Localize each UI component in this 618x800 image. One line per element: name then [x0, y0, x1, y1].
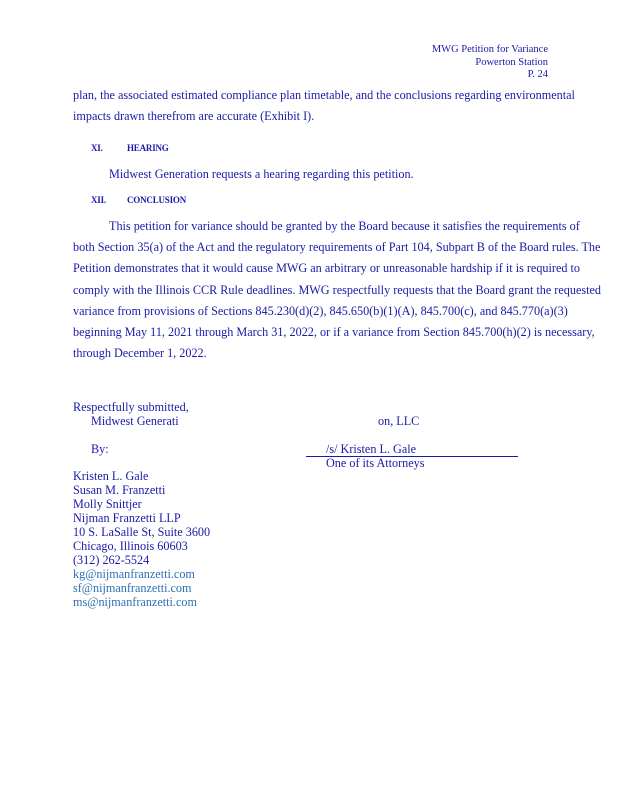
closing-company-part1: Midwest Generati [91, 414, 179, 428]
closing-respectfully: Respectfully submitted, [73, 400, 189, 414]
conclusion-paragraph: This petition for variance should be granted by the Board because it satisfies the requirements of both Section 35(a) of the Act and the regulatory requirements of Part 104, Subpart B of the Board rules. The Petition demonstrates that it would cause MWG an arbitrary or unreasonable hardship if it is required to comply with the Illinois CCR Rule deadlines. MWG respectfully requests that the Board grant the requested variance from provisions of Sections 845.230(d)(2), 845.650(b)(1)(A), 845.700(c), and 845.770(a)(3) beginning May 11, 2021 through March 31, 2022, or if a variance from Section 845.700(h)(2) is necessary, through December 1, 2022. [73, 219, 602, 361]
section-title: CONCLUSION [127, 195, 187, 205]
header-station: Powerton Station [475, 56, 548, 68]
email-link[interactable]: sf@nijmanfranzetti.com [73, 581, 192, 595]
section-number: XII. [91, 195, 106, 205]
email-link[interactable]: ms@nijmanfranzetti.com [73, 595, 197, 609]
signature-text: /s/ Kristen L. Gale [326, 442, 417, 456]
signature-role: One of its Attorneys [326, 456, 425, 470]
attorney-name: Susan M. Franzetti [73, 483, 166, 497]
phone-number: (312) 262-5524 [73, 553, 150, 567]
section-title: HEARING [127, 143, 169, 153]
email-link[interactable]: kg@nijmanfranzetti.com [73, 567, 195, 581]
by-label: By: [91, 442, 109, 456]
header-title: MWG Petition for Variance [431, 44, 548, 55]
attorney-name: Molly Snittjer [73, 497, 142, 511]
intro-paragraph: plan, the associated estimated compliance plan timetable, and the conclusions regarding environmental impacts drawn therefrom are accurate (Exhibit I). [73, 88, 575, 124]
address-line-2: Chicago, Illinois 60603 [73, 539, 188, 553]
firm-name: Nijman Franzetti LLP [73, 511, 181, 525]
page-header [432, 44, 548, 82]
header-page-number: P. 24 [527, 69, 548, 80]
address-line-1: 10 S. LaSalle St, Suite 3600 [73, 525, 211, 539]
hearing-paragraph: Midwest Generation requests a hearing regarding this petition. [109, 167, 414, 181]
contact-block [73, 469, 210, 609]
section-number: XI. [91, 143, 103, 153]
attorney-name: Kristen L. Gale [73, 469, 149, 483]
closing-company-part2: on, LLC [378, 414, 420, 428]
signature-line [306, 442, 518, 457]
